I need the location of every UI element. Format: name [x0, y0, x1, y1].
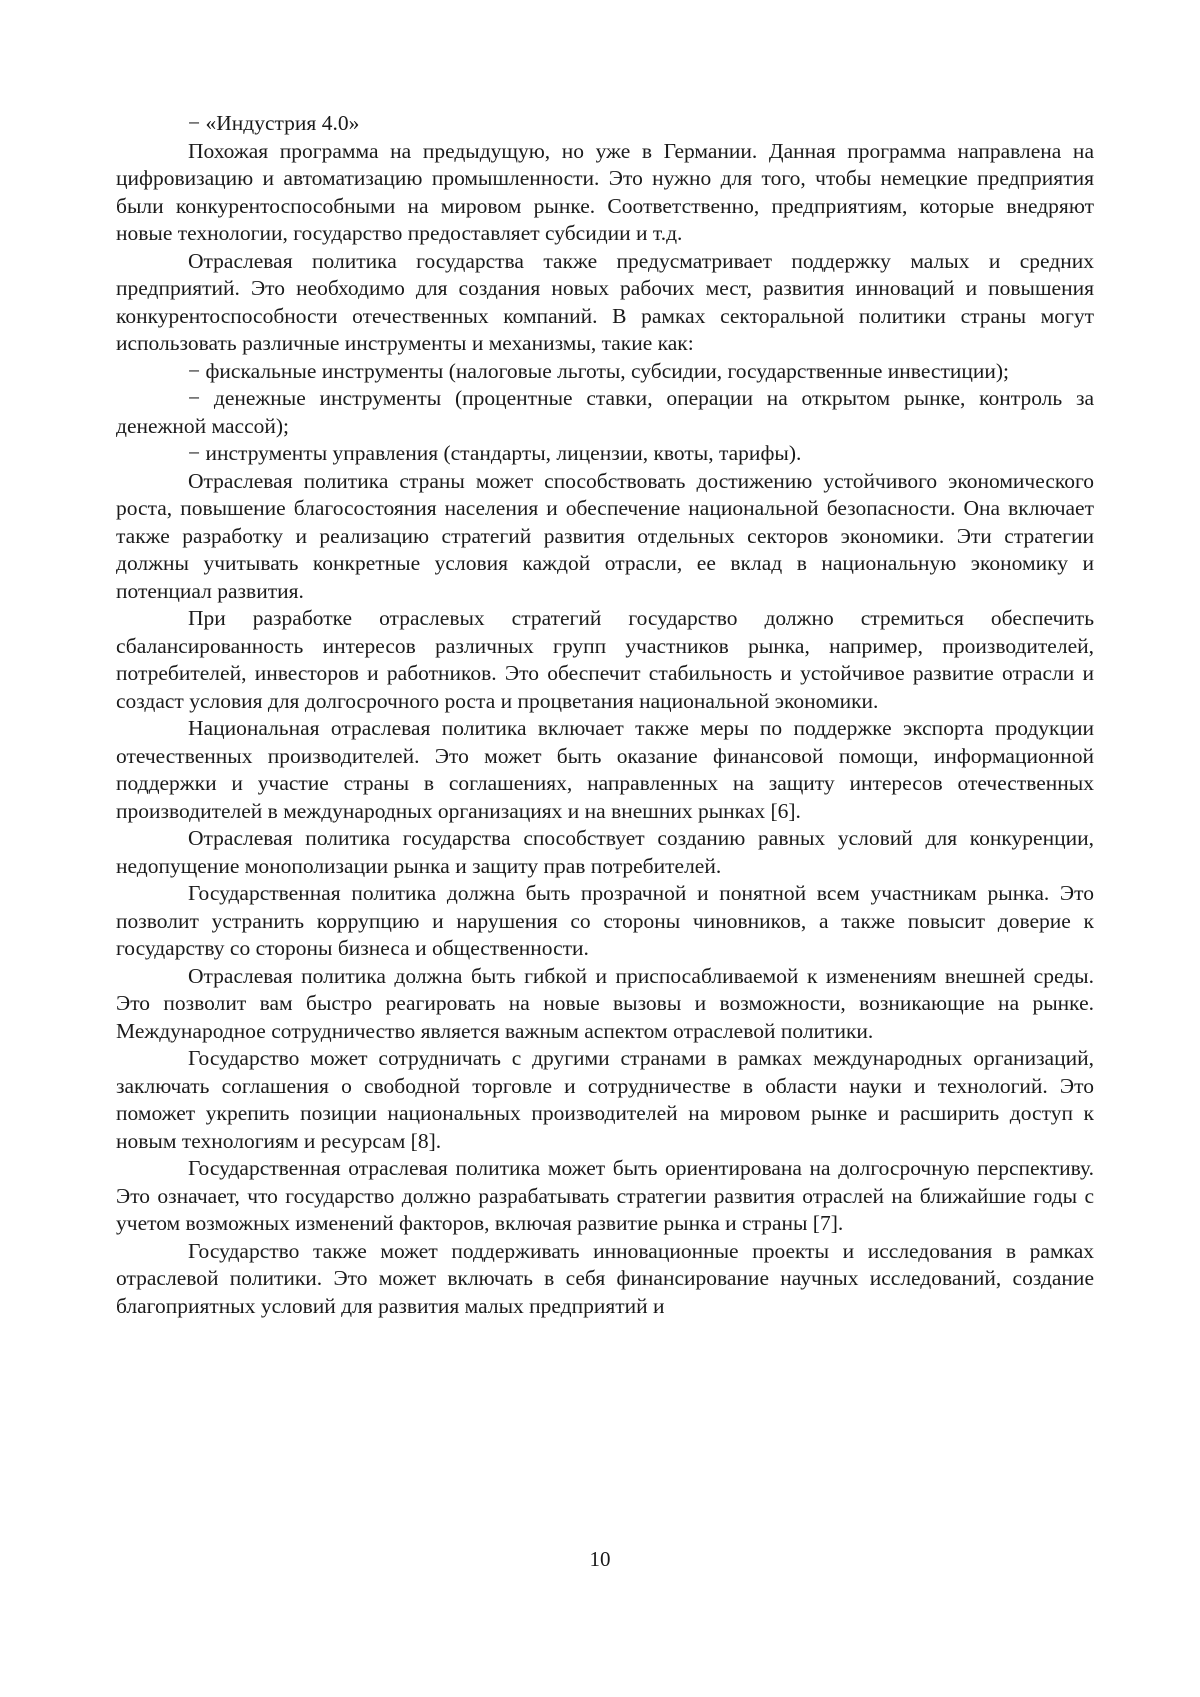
paragraph: При разработке отраслевых стратегий государство должно стремиться обеспечить сбалансированность интересов различных групп участников рынка, например, производителей, потребителей, инвесторов и работников. Это обеспечит стабильность и устойчивое развитие отрасли и создаст условия для долгосрочного роста и процветания национальной экономики. [116, 605, 1094, 715]
page-number: 10 [0, 1547, 1200, 1572]
paragraph: Государство может сотрудничать с другими странами в рамках международных организаций, заключать соглашения о свободной торговле и сотрудничестве в области науки и технологий. Это поможет укрепить позиции национальных производителей на мировом рынке и расширить доступ к новым технологиям и ресурсам [8]. [116, 1045, 1094, 1155]
paragraph: Отраслевая политика государства также предусматривает поддержку малых и средних предприятий. Это необходимо для создания новых рабочих мест, развития инноваций и повышения конкурентоспособности отечественных компаний. В рамках секторальной политики страны могут использовать различные инструменты и механизмы, такие как: [116, 248, 1094, 358]
paragraph: Отраслевая политика государства способствует созданию равных условий для конкуренции, недопущение монополизации рынка и защиту прав потребителей. [116, 825, 1094, 880]
paragraph: Отраслевая политика должна быть гибкой и приспосабливаемой к изменениям внешней среды. Это позволит вам быстро реагировать на новые вызовы и возможности, возникающие на рынке. Международное сотрудничество является важным аспектом отраслевой политики. [116, 963, 1094, 1046]
paragraph: Национальная отраслевая политика включает также меры по поддержке экспорта продукции отечественных производителей. Это может быть оказание финансовой помощи, информационной поддержки и участие страны в соглашениях, направленных на защиту интересов отечественных производителей в международных организациях и на внешних рынках [6]. [116, 715, 1094, 825]
paragraph: Похожая программа на предыдущую, но уже в Германии. Данная программа направлена на цифровизацию и автоматизацию промышленности. Это нужно для того, чтобы немецкие предприятия были конкурентоспособными на мировом рынке. Соответственно, предприятиям, которые внедряют новые технологии, государство предоставляет субсидии и т.д. [116, 138, 1094, 248]
paragraph: Отраслевая политика страны может способствовать достижению устойчивого экономического роста, повышение благосостояния населения и обеспечение национальной безопасности. Она включает также разработку и реализацию стратегий развития отдельных секторов экономики. Эти стратегии должны учитывать конкретные условия каждой отрасли, ее вклад в национальную экономику и потенциал развития. [116, 468, 1094, 606]
paragraph: Государственная отраслевая политика может быть ориентирована на долгосрочную перспективу. Это означает, что государство должно разрабатывать стратегии развития отраслей на ближайшие годы с учетом возможных изменений факторов, включая развитие рынка и страны [7]. [116, 1155, 1094, 1238]
document-body [116, 110, 1094, 1320]
paragraph: Государственная политика должна быть прозрачной и понятной всем участникам рынка. Это позволит устранить коррупцию и нарушения со стороны чиновников, а также повысит доверие к государству со стороны бизнеса и общественности. [116, 880, 1094, 963]
list-item-monetary-instruments: − денежные инструменты (процентные ставки, операции на открытом рынке, контроль за денежной массой); [116, 385, 1094, 440]
list-item-fiscal-instruments: − фискальные инструменты (налоговые льготы, субсидии, государственные инвестиции); [116, 358, 1094, 386]
list-item-management-instruments: − инструменты управления (стандарты, лицензии, квоты, тарифы). [116, 440, 1094, 468]
document-page [0, 0, 1200, 1697]
list-item-industry-4: − «Индустрия 4.0» [116, 110, 1094, 138]
paragraph: Государство также может поддерживать инновационные проекты и исследования в рамках отраслевой политики. Это может включать в себя финансирование научных исследований, создание благоприятных условий для развития малых предприятий и [116, 1238, 1094, 1321]
